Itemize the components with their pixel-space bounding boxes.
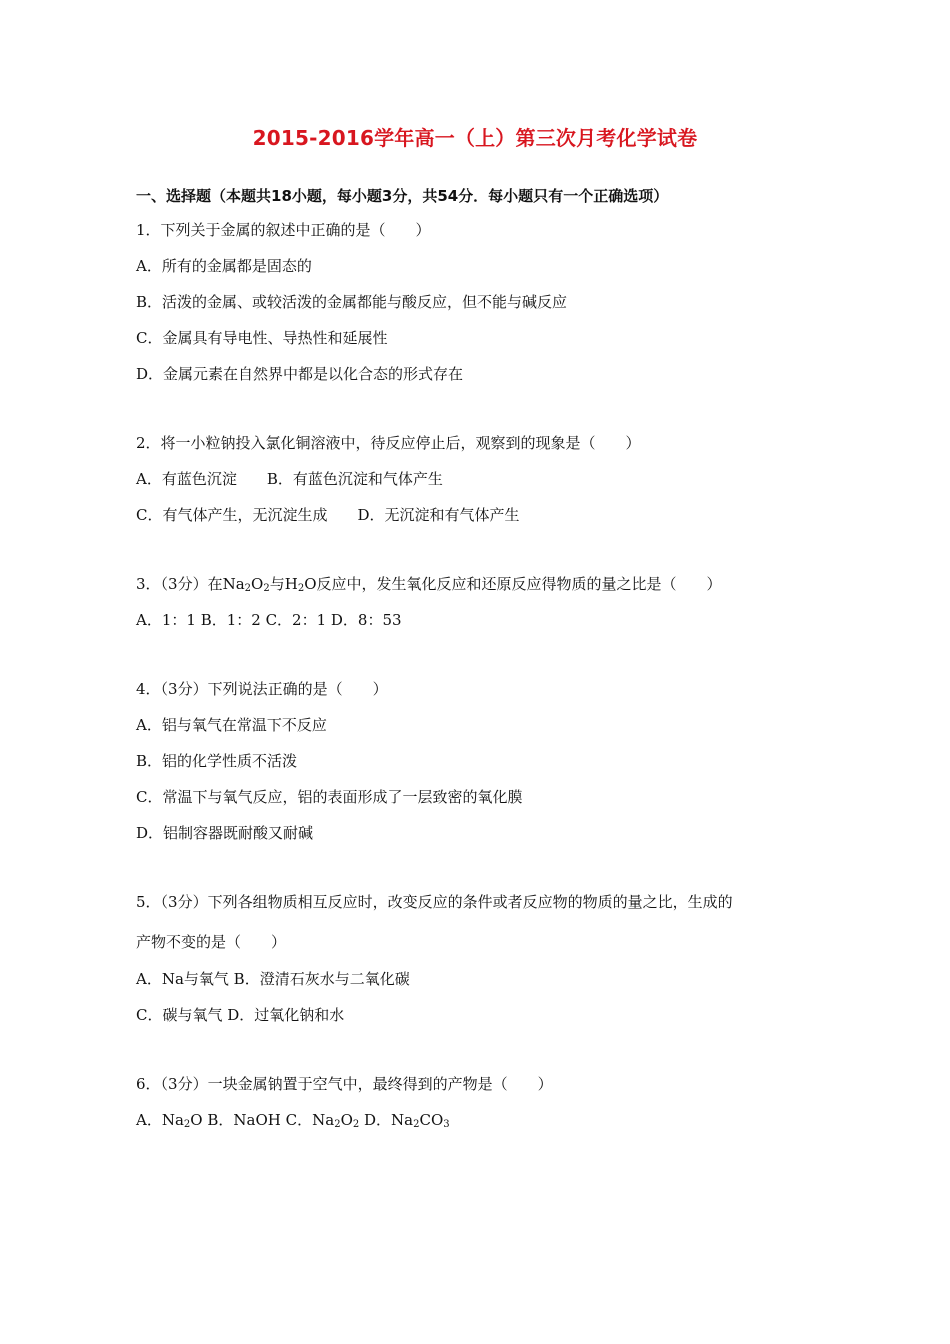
question-1-option-d: D．金属元素在自然界中都是以化合态的形式存在 xyxy=(136,365,464,383)
question-2-options-ab: A．有蓝色沉淀 B．有蓝色沉淀和气体产生 xyxy=(136,470,443,488)
question-2-stem: 2．将一小粒钠投入氯化铜溶液中，待反应停止后，观察到的现象是（ ） xyxy=(136,434,641,452)
question-4-stem: 4．（3分）下列说法正确的是（ ） xyxy=(136,680,388,698)
question-4-option-d: D．铝制容器既耐酸又耐碱 xyxy=(136,824,314,842)
question-6-stem: 6．（3分）一块金属钠置于空气中，最终得到的产物是（ ） xyxy=(136,1075,553,1093)
question-6-options: A．$Na_2O$ B．NaOH C．$Na_2O_2$ D．$Na_2CO_3$ xyxy=(136,1111,450,1130)
question-3-options: A．1：1 B．1：2 C．2：1 D．8：53 xyxy=(136,611,402,629)
question-3-stem: 3．（3分）在$Na_2O_2$与$H_2O$反应中，发生氧化反应和还原反应得物质的量之比是（ ） xyxy=(136,575,722,594)
question-5-options-ab: A．Na与氧气 B．澄清石灰水与二氧化碳 xyxy=(136,970,410,988)
question-5-options-cd: C．碳与氧气 D．过氧化钠和水 xyxy=(136,1006,345,1024)
section-heading: 一、选择题（本题共18小题，每小题3分，共54分．每小题只有一个正确选项） xyxy=(136,187,669,205)
question-4-option-c: C．常温下与氧气反应，铝的表面形成了一层致密的氧化膜 xyxy=(136,788,523,806)
question-1-option-a: A．所有的金属都是固态的 xyxy=(136,257,312,275)
question-1-option-c: C．金属具有导电性、导热性和延展性 xyxy=(136,329,388,347)
question-2-options-cd: C．有气体产生，无沉淀生成 D．无沉淀和有气体产生 xyxy=(136,506,520,524)
page-title: 2015-2016学年高一（上）第三次月考化学试卷 xyxy=(252,126,698,150)
question-1-stem: 1．下列关于金属的叙述中正确的是（ ） xyxy=(136,221,431,239)
question-5-stem-line2: 产物不变的是（ ） xyxy=(136,933,287,951)
question-1-option-b: B．活泼的金属、或较活泼的金属都能与酸反应，但不能与碱反应 xyxy=(136,293,568,311)
question-4-option-a: A．铝与氧气在常温下不反应 xyxy=(136,716,327,734)
question-5-stem-line1: 5．（3分）下列各组物质相互反应时，改变反应的条件或者反应物的物质的量之比，生成的 xyxy=(136,893,733,911)
question-4-option-b: B．铝的化学性质不活泼 xyxy=(136,752,298,770)
